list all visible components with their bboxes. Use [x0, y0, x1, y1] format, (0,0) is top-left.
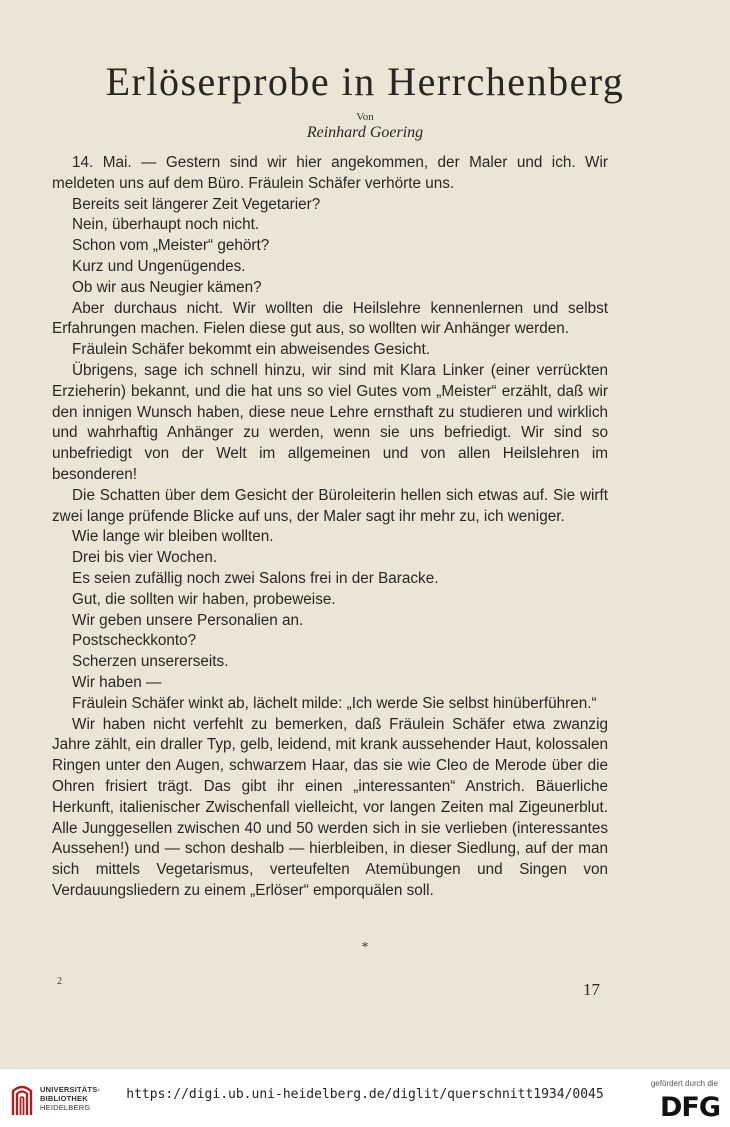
- paragraph: Wir haben —: [72, 673, 162, 691]
- university-name-line3: HEIDELBERG: [40, 1103, 91, 1112]
- dfg-logo[interactable]: DFG: [659, 1092, 720, 1123]
- paragraph: Ob wir aus Neugier kämen?: [72, 278, 262, 296]
- permalink-url[interactable]: https://digi.ub.uni-heidelberg.de/diglit/querschnitt1934/0045: [126, 1087, 604, 1102]
- paragraph: Die Schatten über dem Gesicht der Büroleiterin hellen sich etwas auf. Sie wirft zwei lange prüfende Blicke auf uns, der Maler sagt ihr mehr zu, ich weniger.: [52, 486, 608, 525]
- paragraph: Übrigens, sage ich schnell hinzu, wir sind mit Klara Linker (einer verrückten Erzieherin) bekannt, und die hat uns so viel Gutes vom „Meister“ erzählt, daß wir den innigen Wunsch haben, diese neue Lehre ernsthaft zu studieren und wirklich und wahrhaftig Anhänger zu werden, wenn sie uns befriedigt. Wir sind so unbefriedigt von der Welt im allgemeinen und von allen Heilslehren im besonderen!: [52, 361, 608, 483]
- paragraph: Bereits seit längerer Zeit Vegetarier?: [72, 195, 321, 213]
- funding-note: gefördert durch die: [650, 1079, 718, 1088]
- paragraph: Wir haben nicht verfehlt zu bemerken, daß Fräulein Schäfer etwa zwanzig Jahre zählt, ein draller Typ, gelb, leidend, mit krank aussehender Haut, kolossalen Ringen unter den Augen, schwarzem Haar, das sie wie Cleo de Merode über die Ohren frisiert trägt. Das gibt ihr einen „interessanten“ Anstrich. Bäuerliche Herkunft, italienischer Zwischenfall vielleicht, vor langen Zeiten mal Zigeunerblut. Alle Junggesellen zwischen 40 und 50 werden sich in sie verlieben (interessantes Aussehen!) und — schon deshalb — hierbleiben, in dieser Siedlung, auf der man sich mittels Vegetarismus, verteufelten Atemübungen und Singen von Verdauungsliedern zu einem „Erlöser“ emporquälen soll.: [52, 715, 608, 899]
- university-name-line2: BIBLIOTHEK: [40, 1094, 88, 1103]
- article-body: [52, 153, 608, 902]
- paragraph: 14. Mai. — Gestern sind wir hier angekommen, der Maler und ich. Wir meldeten uns auf dem Büro. Fräulein Schäfer verhörte uns.: [52, 154, 608, 192]
- paragraph: Es seien zufällig noch zwei Salons frei in der Baracke.: [72, 569, 439, 587]
- byline: Von: [356, 111, 374, 123]
- signature-mark: 2: [57, 976, 62, 987]
- paragraph: Fräulein Schäfer bekommt ein abweisendes Gesicht.: [72, 341, 430, 359]
- viewer-footer: [0, 1068, 730, 1127]
- paragraph: Kurz und Ungenügendes.: [72, 257, 246, 275]
- section-separator: *: [361, 940, 369, 955]
- paragraph: Scherzen unsererseits.: [72, 653, 229, 671]
- paragraph: Nein, überhaupt noch nicht.: [72, 216, 260, 234]
- paragraph: Wie lange wir bleiben wollten.: [72, 528, 274, 546]
- author-name: Reinhard Goering: [306, 124, 424, 141]
- page-number: 17: [583, 980, 600, 999]
- paragraph: Aber durchaus nicht. Wir wollten die Heilslehre kennenlernen und selbst Erfahrungen machen. Fielen diese gut aus, so wollten wir Anhänger werden.: [52, 299, 608, 338]
- paragraph: Postscheckkonto?: [72, 632, 197, 650]
- paragraph: Drei bis vier Wochen.: [72, 549, 218, 567]
- university-name-line1: UNIVERSITÄTS-: [40, 1085, 101, 1094]
- paragraph: Gut, die sollten wir haben, probeweise.: [72, 590, 336, 608]
- article-title: Erlöserprobe in Herrchenberg: [105, 59, 625, 104]
- paragraph: Wir geben unsere Personalien an.: [72, 611, 304, 629]
- paragraph: Fräulein Schäfer winkt ab, lächelt milde: „Ich werde Sie selbst hinüberführen.“: [72, 694, 597, 712]
- paragraph: Schon vom „Meister“ gehört?: [72, 237, 270, 255]
